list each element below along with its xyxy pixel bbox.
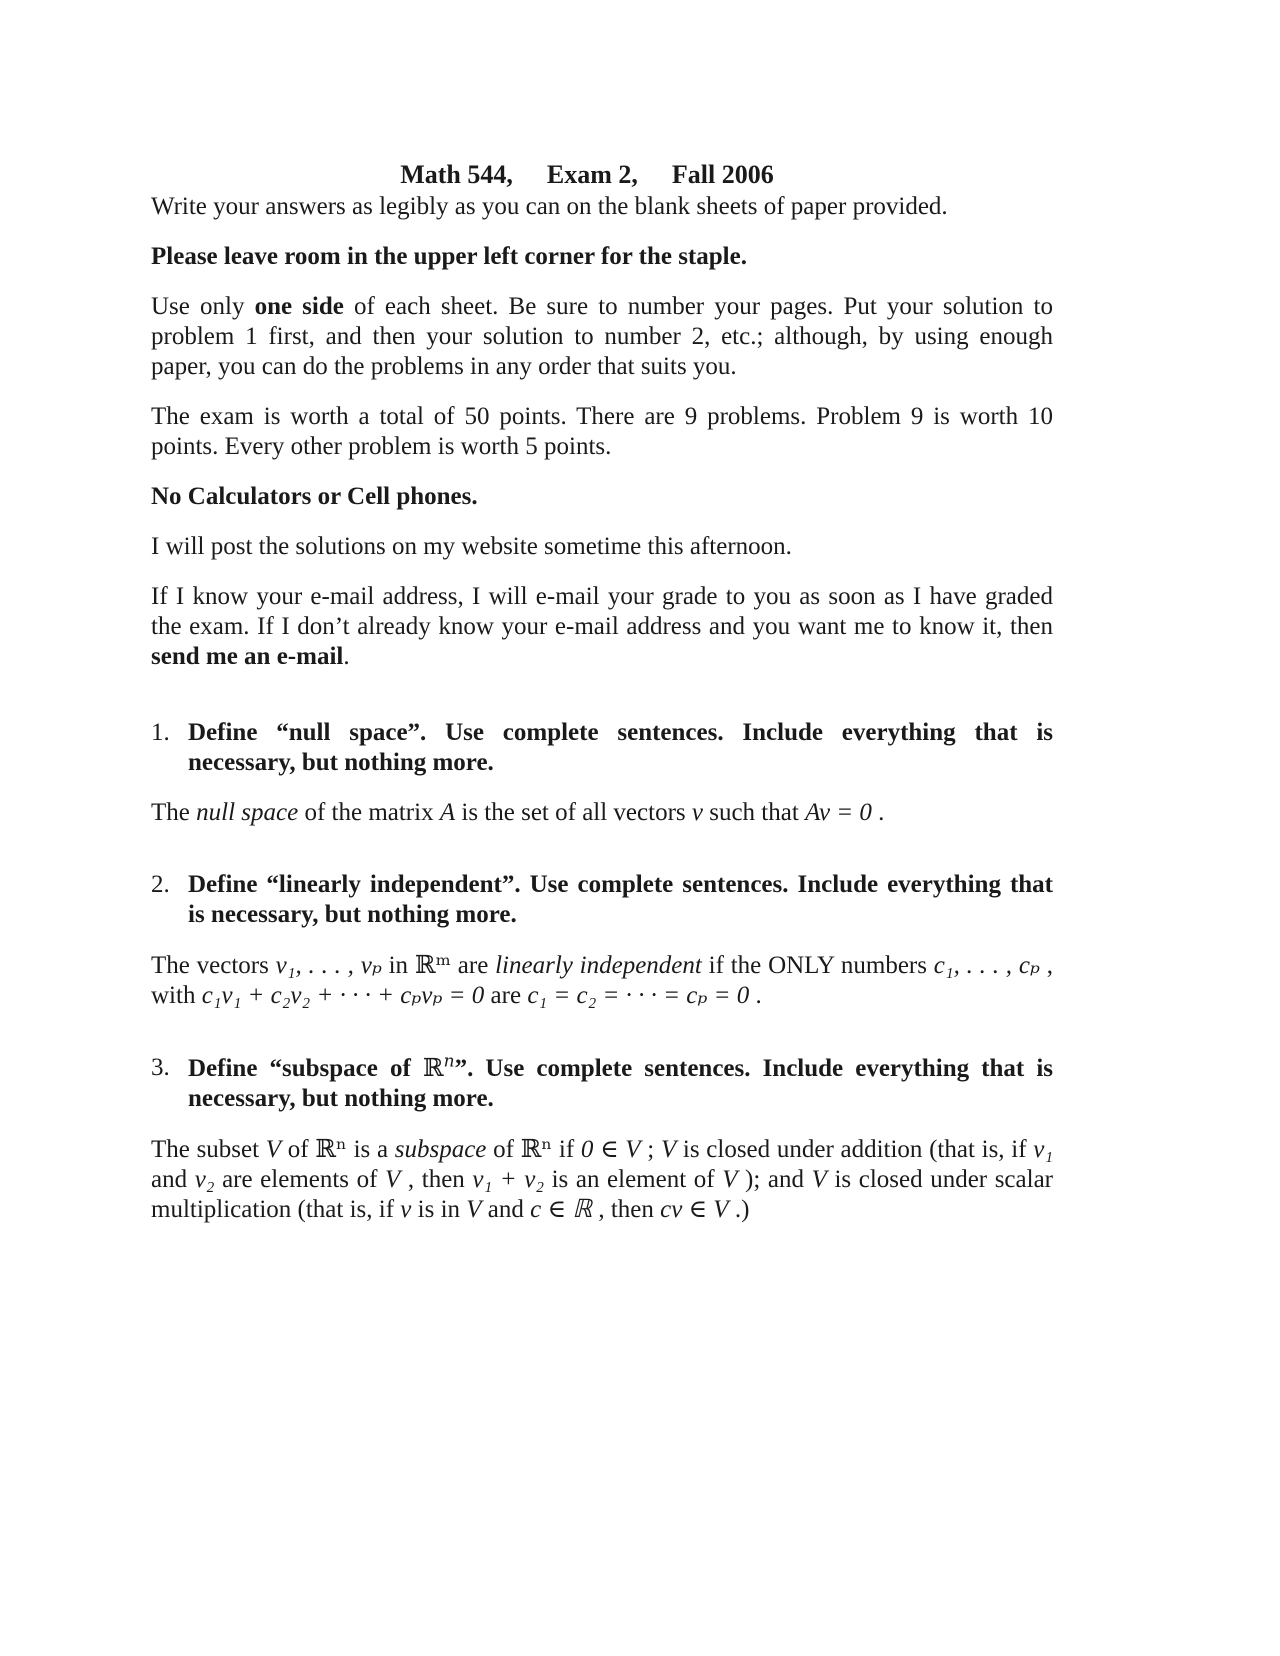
math-var: V bbox=[466, 1196, 482, 1223]
answer-term: null space bbox=[196, 799, 299, 826]
answer-text: . bbox=[749, 982, 762, 1009]
one-side-post: of each sheet. Be sure to number your pages. Put your solution to problem 1 first, and then your solution to number 2, etc.; although, by using enough paper, you can do the problems in any order that suits you. bbox=[151, 293, 1053, 380]
math-equation: v₁ + v₂ bbox=[472, 1166, 545, 1193]
math-space: ℝⁿ bbox=[315, 1134, 347, 1163]
math-var: v₁ bbox=[1033, 1136, 1054, 1163]
answer-2 bbox=[151, 950, 1053, 1011]
math-vectors: v₁, . . . , vₚ bbox=[275, 952, 382, 979]
answer-text: is a bbox=[346, 1136, 395, 1163]
math-space: ℝ$^n$ bbox=[422, 1051, 455, 1082]
math-scalars: c₁, . . . , cₚ bbox=[933, 952, 1040, 979]
problem-1 bbox=[151, 718, 1053, 778]
answer-term: subspace bbox=[394, 1136, 487, 1163]
answer-text: of the matrix bbox=[298, 799, 440, 826]
answer-text: of bbox=[281, 1136, 316, 1163]
answer-text: , then bbox=[400, 1166, 473, 1193]
term-label: Fall 2006 bbox=[671, 160, 774, 189]
instruction-solutions: I will post the solutions on my website sometime this afternoon. bbox=[151, 533, 792, 560]
question-pre: Define “subspace of bbox=[188, 1055, 423, 1082]
answer-text: if the ONLY numbers bbox=[701, 952, 934, 979]
problem-3 bbox=[151, 1053, 1053, 1114]
answer-text: , with bbox=[151, 952, 1053, 1009]
problem-question: Define “linearly independent”. Use complete sentences. Include everything that is necessary, but nothing more. bbox=[188, 871, 1053, 928]
math-equation: Av = 0 bbox=[805, 799, 872, 826]
answer-text: are bbox=[450, 952, 496, 979]
answer-term: linearly independent bbox=[495, 952, 702, 979]
math-var: V bbox=[722, 1166, 738, 1193]
math-var: V bbox=[811, 1166, 827, 1193]
answer-text: . bbox=[871, 799, 885, 826]
instruction-email bbox=[151, 582, 1053, 672]
instruction-legibly: Write your answers as legibly as you can on the blank sheets of paper provided. bbox=[151, 193, 948, 220]
math-var: v bbox=[400, 1196, 412, 1223]
problem-number: 1. bbox=[151, 719, 170, 746]
answer-text: The vectors bbox=[151, 952, 276, 979]
instruction-staple bbox=[151, 242, 1053, 272]
answer-text: ); and bbox=[737, 1166, 812, 1193]
math-equation: c ∈ ℝ bbox=[530, 1196, 593, 1223]
answer-text: if bbox=[552, 1136, 581, 1163]
answer-text: .) bbox=[728, 1196, 750, 1223]
instruction-one-side bbox=[151, 292, 1053, 382]
question-post: ”. Use complete sentences. Include everything that is necessary, but nothing more. bbox=[188, 1055, 1053, 1112]
math-var: V bbox=[265, 1136, 282, 1163]
answer-3 bbox=[151, 1134, 1053, 1225]
answer-text: is an element of bbox=[544, 1166, 723, 1193]
answer-text: are elements of bbox=[214, 1166, 386, 1193]
answer-text: is in bbox=[411, 1196, 467, 1223]
answer-1 bbox=[151, 798, 1053, 828]
problem-question: Define “null space”. Use complete sentences. Include everything that is necessary, but nothing more. bbox=[188, 719, 1053, 776]
math-equation: c₁v₁ + c₂v₂ + · · · + cₚvₚ = 0 bbox=[201, 982, 485, 1009]
problem-question bbox=[188, 1053, 1053, 1114]
answer-text: in bbox=[381, 952, 415, 979]
no-calc-text: No Calculators or Cell phones. bbox=[151, 483, 478, 510]
math-equation: c₁ = c₂ = · · · = cₚ = 0 bbox=[527, 982, 750, 1009]
answer-text: The bbox=[151, 799, 197, 826]
math-var: v bbox=[691, 799, 703, 826]
answer-text: are bbox=[484, 982, 528, 1009]
instruction-no-calculators bbox=[151, 482, 1053, 512]
answer-text: The subset bbox=[151, 1136, 266, 1163]
answer-text: and bbox=[151, 1166, 195, 1193]
answer-text: is closed under addition (that is, if bbox=[676, 1136, 1034, 1163]
email-bold: send me an e-mail bbox=[151, 643, 344, 670]
answer-text: ; bbox=[640, 1136, 661, 1163]
problem-number: 3. bbox=[151, 1054, 170, 1081]
one-side-pre: Use only bbox=[151, 293, 255, 320]
math-var: V bbox=[385, 1166, 401, 1193]
email-pre: If I know your e-mail address, I will e-mail your grade to you as soon as I have graded the exam. If I don’t already know your e-mail address and you want me to know it, then bbox=[151, 583, 1053, 640]
math-space: ℝⁿ bbox=[520, 1134, 553, 1163]
course-label: Math 544, bbox=[400, 160, 513, 189]
one-side-bold: one side bbox=[254, 293, 344, 320]
problem-number: 2. bbox=[151, 871, 170, 898]
exam-title bbox=[151, 160, 1053, 190]
answer-text: , then bbox=[592, 1196, 661, 1223]
answer-text: of bbox=[486, 1136, 521, 1163]
instruction-points: The exam is worth a total of 50 points. There are 9 problems. Problem 9 is worth 10 points. Every other problem is worth 5 points. bbox=[151, 403, 1053, 460]
answer-text: is closed under scalar multiplication (that is, if bbox=[151, 1166, 1053, 1223]
math-space: ℝᵐ bbox=[414, 950, 451, 979]
answer-text: is the set of all vectors bbox=[455, 799, 692, 826]
email-post: . bbox=[343, 643, 350, 670]
exam-page bbox=[151, 160, 1053, 1225]
math-var: V bbox=[660, 1136, 677, 1163]
problem-2 bbox=[151, 870, 1053, 930]
math-equation: 0 ∈ V bbox=[580, 1136, 641, 1163]
answer-text: and bbox=[481, 1196, 531, 1223]
math-var: v₂ bbox=[194, 1166, 215, 1193]
answer-text: such that bbox=[702, 799, 806, 826]
math-var: A bbox=[439, 799, 456, 826]
math-equation: cv ∈ V bbox=[660, 1196, 729, 1223]
staple-text: Please leave room in the upper left corner for the staple. bbox=[151, 243, 747, 270]
exam-label: Exam 2, bbox=[546, 160, 638, 189]
